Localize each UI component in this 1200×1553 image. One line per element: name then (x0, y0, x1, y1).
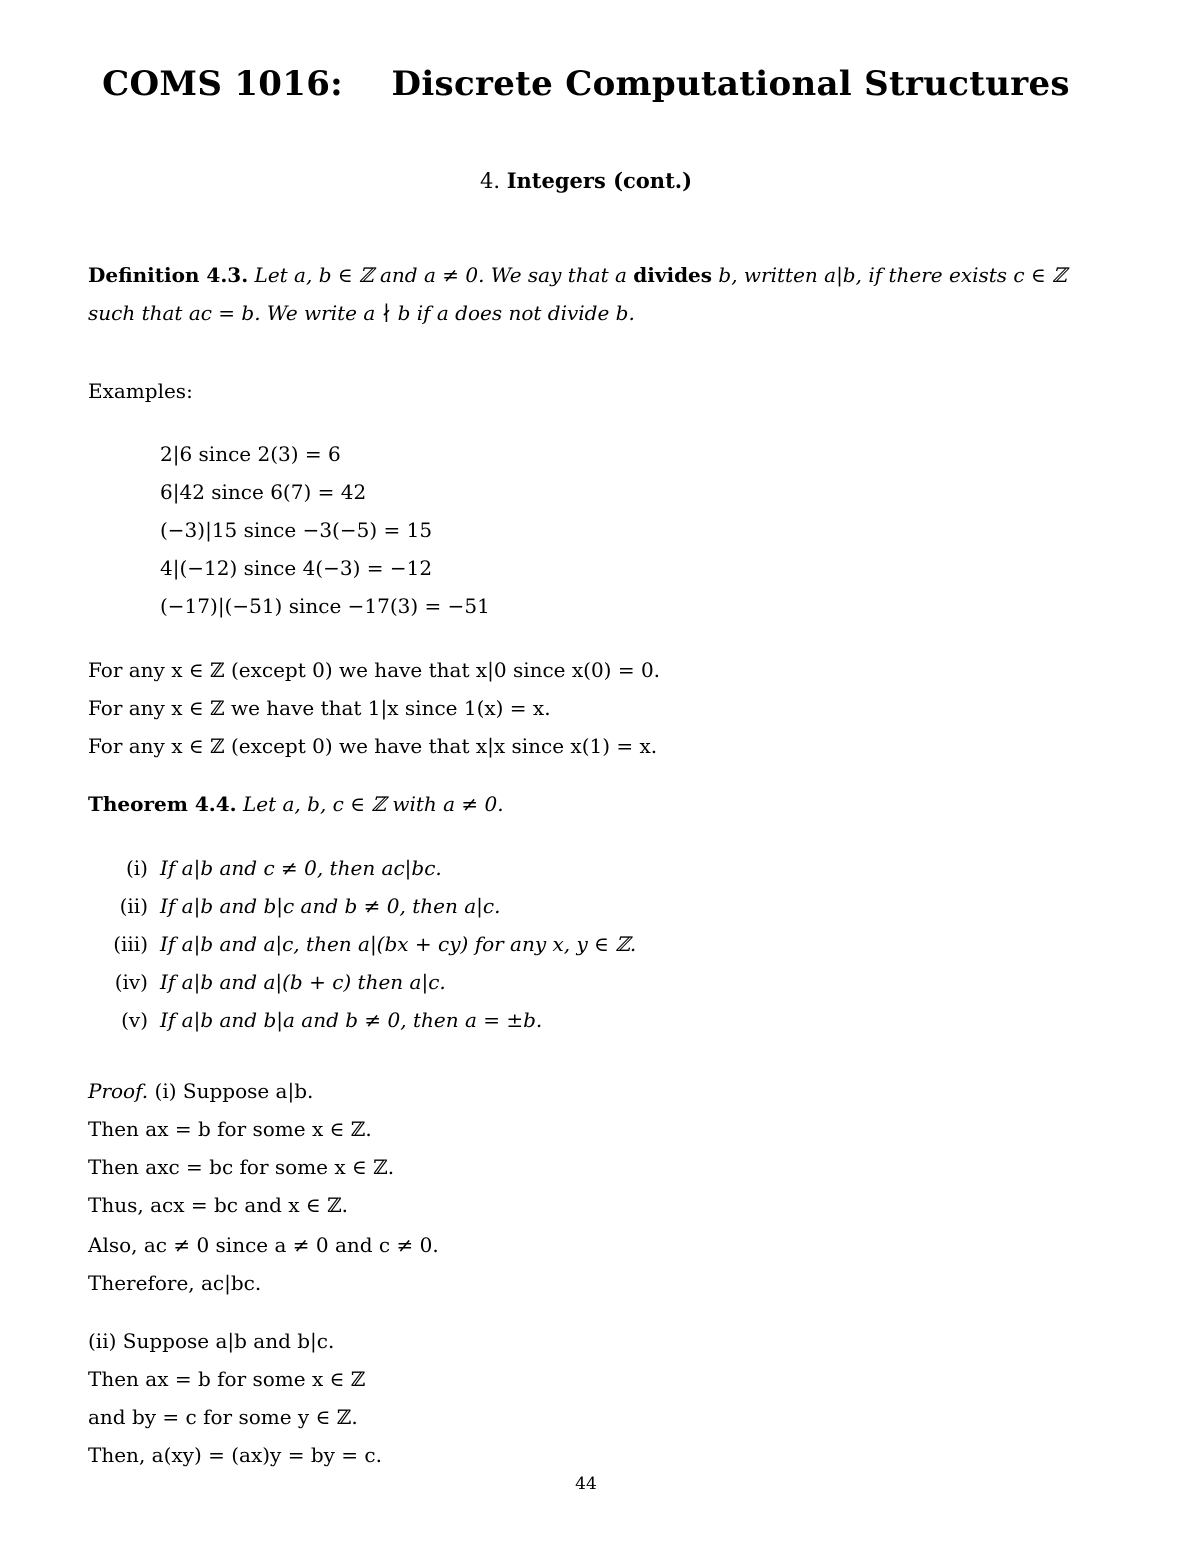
theorem-item (88, 858, 442, 878)
definition-text-a: Let a, b ∈ ℤ and a ≠ 0. We say that a (254, 263, 627, 287)
fact-line: For any x ∈ ℤ (except 0) we have that x|0 since x(0) = 0. (88, 658, 661, 682)
proof-line: (ii) Suppose a|b and b|c. (88, 1329, 335, 1353)
page-number: 44 (575, 1474, 597, 1494)
theorem-item-text: If a|b and a|c, then a|(bx + cy) for any x, y ∈ ℤ. (160, 932, 637, 956)
theorem-item-label: (i) (125, 856, 148, 880)
theorem-label: Theorem 4.4. (88, 792, 237, 816)
proof-line: Thus, acx = bc and x ∈ ℤ. (88, 1193, 349, 1217)
fact-line: For any x ∈ ℤ (except 0) we have that x|x since x(1) = x. (88, 734, 658, 758)
theorem-item-label: (iv) (114, 970, 148, 994)
theorem-item-text: If a|b and a|(b + c) then a|c. (160, 970, 446, 994)
theorem-item-label: (iii) (113, 932, 148, 956)
theorem-item-label: (v) (121, 1008, 148, 1032)
theorem-item-text: If a|b and c ≠ 0, then ac|bc. (160, 856, 442, 880)
definition-text-b: b, written a|b, if there exists c ∈ ℤ (718, 263, 1067, 287)
proof-line: Also, ac ≠ 0 since a ≠ 0 and c ≠ 0. (88, 1233, 439, 1257)
proof-line (88, 1081, 313, 1101)
definition-line-2: such that ac = b. We write a ∤ b if a does not divide b. (88, 301, 635, 325)
section-title: Integers (cont.) (506, 168, 693, 193)
example-item: 4|(−12) since 4(−3) = −12 (160, 556, 433, 580)
proof-line: Therefore, ac|bc. (88, 1271, 262, 1295)
theorem-heading (88, 794, 504, 814)
theorem-item-text: If a|b and b|c and b ≠ 0, then a|c. (160, 894, 501, 918)
theorem-statement: Let a, b, c ∈ ℤ with a ≠ 0. (243, 792, 504, 816)
proof-line: Then axc = bc for some x ∈ ℤ. (88, 1155, 395, 1179)
fact-line: For any x ∈ ℤ we have that 1|x since 1(x) = x. (88, 696, 551, 720)
examples-label: Examples: (88, 379, 193, 403)
theorem-item (88, 934, 636, 954)
definition-label: Definition 4.3. (88, 263, 249, 287)
example-item: 6|42 since 6(7) = 42 (160, 480, 367, 504)
example-item: 2|6 since 2(3) = 6 (160, 442, 341, 466)
proof-line: Then, a(xy) = (ax)y = by = c. (88, 1443, 382, 1467)
theorem-item (88, 1010, 542, 1030)
section-heading (0, 168, 1172, 193)
definition-term: divides (633, 263, 713, 287)
theorem-item (88, 972, 446, 992)
theorem-item (88, 896, 500, 916)
example-item: (−17)|(−51) since −17(3) = −51 (160, 594, 490, 618)
definition-line-1 (88, 265, 1067, 285)
proof-line: and by = c for some y ∈ ℤ. (88, 1405, 358, 1429)
proof-line: Then ax = b for some x ∈ ℤ (88, 1367, 366, 1391)
proof-line: Then ax = b for some x ∈ ℤ. (88, 1117, 372, 1141)
proof-label: Proof. (88, 1079, 149, 1103)
page-title: COMS 1016: Discrete Computational Structures (102, 64, 1070, 104)
example-item: (−3)|15 since −3(−5) = 15 (160, 518, 433, 542)
theorem-item-label: (ii) (119, 894, 148, 918)
section-number: 4. (479, 169, 500, 193)
theorem-item-text: If a|b and b|a and b ≠ 0, then a = ±b. (160, 1008, 543, 1032)
proof-text: (i) Suppose a|b. (154, 1079, 314, 1103)
